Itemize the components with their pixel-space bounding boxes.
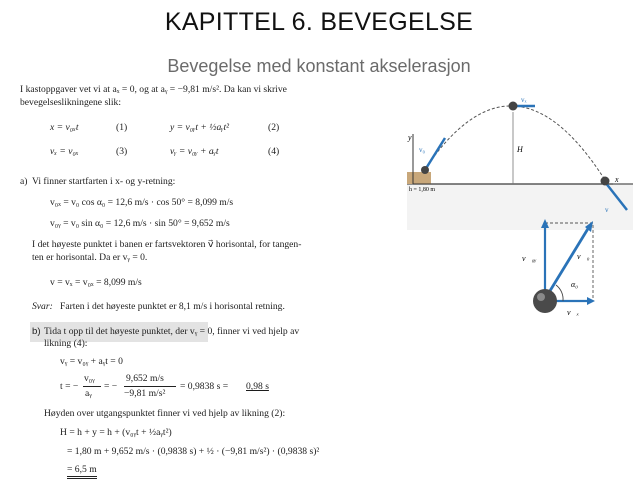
vector-diagram bbox=[505, 215, 620, 330]
alpha-arc bbox=[556, 285, 563, 301]
part-a-v-equation: v = vₓ = v₀ₓ = 8,099 m/s bbox=[50, 277, 142, 288]
equation-2: y = v₀ᵧt + ½aᵧt² bbox=[170, 122, 230, 133]
t-numerator-2: 9,652 m/s bbox=[126, 373, 164, 384]
height-text: Høyden over utgangspunktet finner vi ved hjelp av likning (2): bbox=[44, 408, 286, 419]
v0-big-label: v⃗₀ bbox=[577, 252, 590, 261]
height-equation-3: = 6,5 m bbox=[67, 464, 97, 479]
part-a-intro: Vi finner startfarten i x- og y-retning: bbox=[32, 176, 176, 187]
ball-end bbox=[601, 177, 610, 186]
v-bottom-label: v bbox=[605, 206, 609, 214]
part-a-vy: v₀ᵧ = v₀ sin α₀ = 12,6 m/s · sin 50° = 9,652 m/s bbox=[50, 218, 230, 229]
v0-arrow bbox=[425, 138, 445, 170]
part-a-answer-text: Farten i det høyeste punktet er 8,1 m/s i horisontal retning. bbox=[60, 301, 285, 312]
trajectory-path bbox=[423, 106, 605, 180]
part-a-answer-label: Svar: bbox=[32, 301, 53, 312]
trajectory-diagram bbox=[405, 92, 635, 232]
v0-small-label: v₀ bbox=[419, 146, 425, 154]
v0y-label: v⃗₀ᵧ bbox=[522, 254, 537, 263]
equation-1: x = v₀ₓt bbox=[50, 122, 79, 133]
ball-top bbox=[509, 102, 518, 111]
part-b-line-1: Tida t opp til det høyeste punktet, der vᵧ = 0, finner vi ved hjelp av bbox=[44, 326, 300, 337]
slide-title: KAPITTEL 6. BEVEGELSE bbox=[164, 8, 474, 36]
equation-4: vᵧ = v₀ᵧ + aᵧt bbox=[170, 146, 219, 157]
part-a-vx: v₀ₓ = v₀ cos α₀ = 12,6 m/s · cos 50° = 8,099 m/s bbox=[50, 197, 234, 208]
intro-line-1: I kastoppgaver vet vi at aₓ = 0, og at aᵧ = −9,81 m/s². Da kan vi skrive bbox=[20, 84, 287, 95]
t-numerator-1: v₀ᵧ bbox=[84, 373, 95, 384]
ball-large bbox=[533, 289, 557, 313]
intro-line-2: bevegelseslikningene slik: bbox=[20, 97, 121, 108]
v0-big-arrow bbox=[545, 227, 589, 299]
part-b-label: b) bbox=[32, 326, 41, 337]
t-denominator-2: −9,81 m/s² bbox=[124, 388, 166, 399]
axis-x-label: x bbox=[615, 175, 619, 184]
equation-4-number: (4) bbox=[268, 146, 280, 157]
v0y-arrowhead bbox=[541, 219, 549, 228]
height-equation-2: = 1,80 m + 9,652 m/s · (0,9838 s) + ½ · (−9,81 m/s²) · (0,9838 s)² bbox=[67, 446, 320, 457]
equation-1-number: (1) bbox=[116, 122, 128, 133]
t-mid: = − bbox=[104, 381, 118, 392]
vx-big-arrowhead bbox=[587, 297, 595, 305]
platform bbox=[407, 172, 431, 184]
part-a-label: a) bbox=[20, 176, 28, 187]
t-lhs: t = − bbox=[60, 381, 79, 392]
alpha-label: α₀ bbox=[571, 280, 578, 289]
vx-big-label: v⃗ₓ bbox=[567, 308, 580, 317]
part-a-text-2: ten er horisontal. Da er vᵧ = 0. bbox=[32, 252, 148, 263]
t-fraction-bar-2 bbox=[124, 386, 176, 387]
part-a-text-1: I det høyeste punktet i banen er fartsvektoren v⃗ horisontal, for tangen- bbox=[32, 239, 302, 250]
height-equation-1: H = h + y = h + (v₀ᵧt + ½aᵧt²) bbox=[60, 427, 172, 438]
slide-subtitle: Bevegelse med konstant akselerasjon bbox=[167, 56, 471, 76]
equation-3: vₓ = v₀ₓ bbox=[50, 146, 79, 157]
height-h-label: h = 1,80 m bbox=[409, 187, 436, 193]
part-b-vy-equation: vᵧ = v₀ᵧ + aᵧt = 0 bbox=[60, 356, 123, 367]
ball-highlight bbox=[537, 293, 545, 301]
t-result: = 0,9838 s = bbox=[180, 381, 229, 392]
t-fraction-bar-1 bbox=[83, 386, 101, 387]
part-b-line-2: likning (4): bbox=[44, 338, 88, 349]
t-denominator-1: aᵧ bbox=[85, 388, 92, 399]
equation-2-number: (2) bbox=[268, 122, 280, 133]
ball-start bbox=[421, 166, 429, 174]
equation-3-number: (3) bbox=[116, 146, 128, 157]
textbook-excerpt bbox=[20, 84, 400, 476]
vx-top-label: vₓ bbox=[521, 96, 527, 104]
axis-y-label: y bbox=[408, 133, 412, 142]
t-final: 0,98 s bbox=[246, 381, 269, 392]
height-H-label: H bbox=[517, 145, 523, 154]
